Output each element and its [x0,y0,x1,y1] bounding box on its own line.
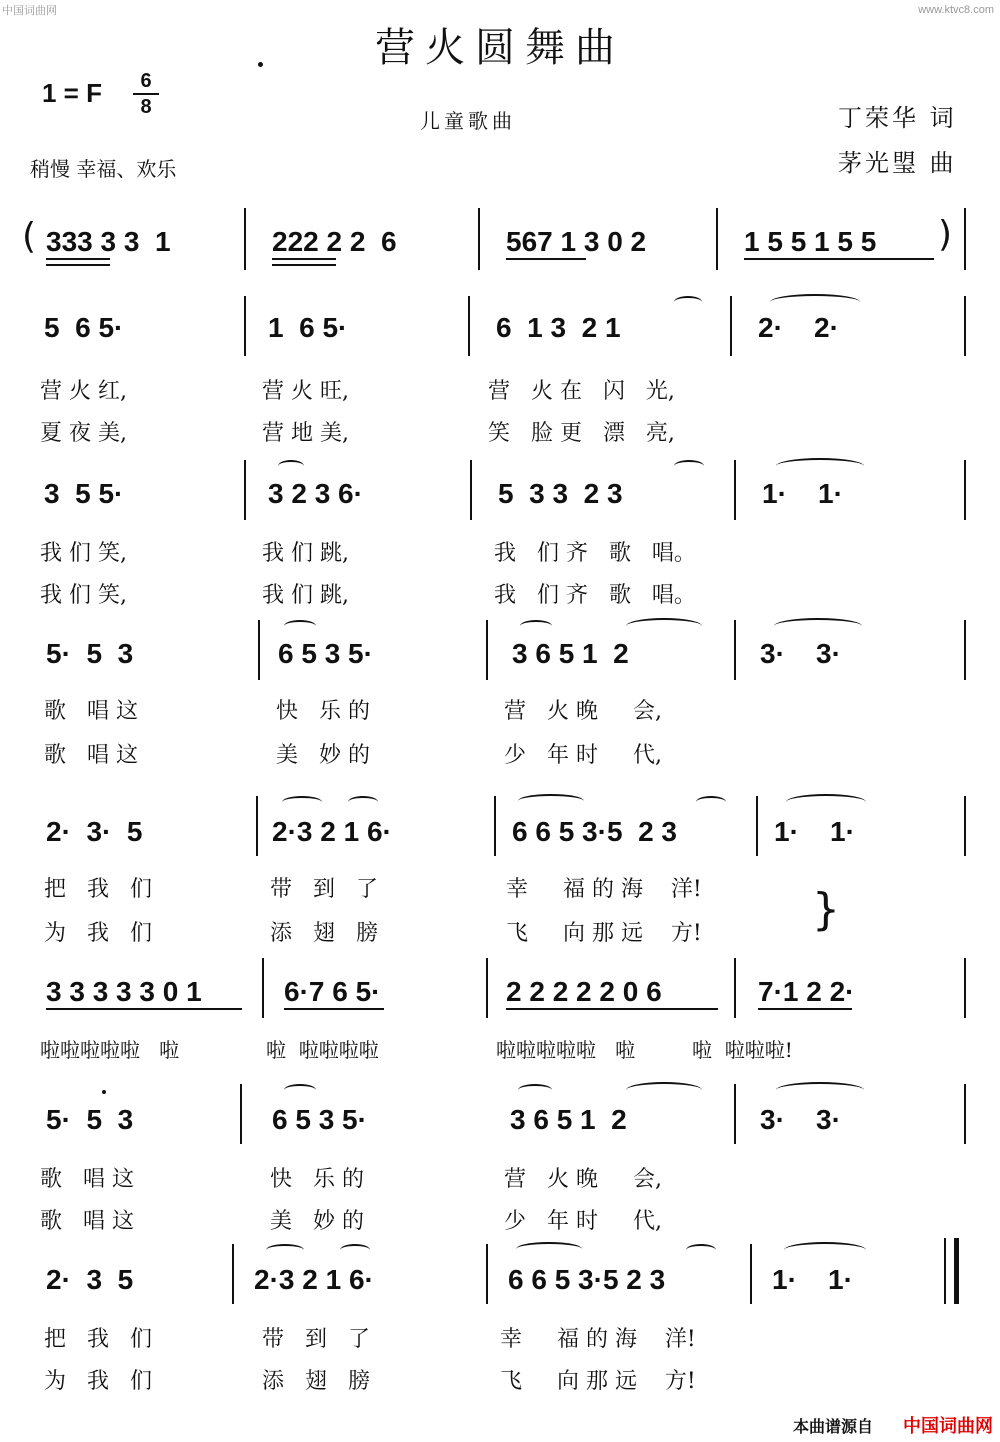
barline [750,1244,752,1304]
row5-lyrics-d: 啦 啦啦啦! [692,1038,793,1062]
slur [674,296,702,308]
row3-measure-3: 3 6 5 1 2 [512,638,629,669]
row1-lyrics1-b: 营 火 旺, [262,379,349,404]
row2-measure-1: 3 5 5· [44,478,124,509]
intro-close-paren: ) [938,214,953,255]
row3-lyrics2-c: 少 年 时 代, [504,743,662,768]
footer-source-label: 本曲谱源自 [793,1417,874,1436]
barline [262,958,264,1018]
row3-lyrics1-c: 营 火 晚 会, [504,699,662,724]
row3-measure-1: 5· 5 3 [46,638,134,669]
barline [756,796,758,856]
barline [964,208,966,270]
barline [232,1244,234,1304]
beam-underline [284,1008,384,1010]
row6-lyrics1-a: 歌 唱 这 [40,1167,134,1192]
beam-underline [506,258,586,260]
row6-measure-4: 3· 3· [760,1104,841,1135]
slur [340,1244,370,1256]
barline [734,958,736,1018]
song-title: 营火圆舞曲 [375,25,625,71]
slur [674,460,704,472]
song-subtitle: 儿童歌曲 [420,109,516,133]
row3-lyrics2-a: 歌 唱 这 [44,743,138,768]
row1-measure-3: 6 1 3 2 1 [496,312,621,343]
row1-lyrics1-a: 营 火 红, [40,379,127,404]
row6-lyrics2-c: 少 年 时 代, [504,1209,662,1234]
row4-measure-3: 6 6 5 3·5 2 3 [512,816,678,847]
row4-measure-4: 1· 1· [774,816,855,847]
composer-credit: 茅光琞 曲 [838,149,957,177]
row7-measure-4: 1· 1· [772,1264,853,1295]
key-signature: 1 = F [42,78,102,108]
row7-lyrics1-b: 带 到 了 [262,1327,370,1352]
tie [626,618,702,634]
row2-lyrics1-c: 我 们 齐 歌 唱。 [494,541,696,566]
row4-lyrics2-a: 为 我 们 [44,921,152,946]
time-signature [133,70,159,118]
intro-measure-3: 567 1 3 0 2 [506,226,647,257]
row6-lyrics1-c: 营 火 晚 会, [504,1167,662,1192]
row7-lyrics2-a: 为 我 们 [44,1369,152,1394]
barline [716,208,718,270]
row2-lyrics2-a: 我 们 笑, [40,583,127,608]
row6-lyrics2-b: 美 妙 的 [270,1209,364,1234]
barline [494,796,496,856]
row4-lyrics1-c: 幸 福 的 海 洋! [506,877,702,902]
beam-underline [46,258,110,260]
time-denominator: 8 [140,96,152,118]
row5-measure-4: 7·1 2 2· [758,976,855,1007]
beam-underline [46,1008,242,1010]
stray-dot [102,1090,106,1094]
row7-measure-1: 2· 3 5 [46,1264,134,1295]
slur [516,1242,582,1256]
row1-lyrics2-a: 夏 夜 美, [40,421,127,446]
watermark-left: 中国词曲网 [2,4,57,17]
row4-lyrics1-b: 带 到 了 [270,877,378,902]
barline [964,620,966,680]
slur [284,1084,316,1096]
barline [470,460,472,520]
intro-open-paren: ( [22,216,37,257]
barline [244,296,246,356]
barline [964,460,966,520]
row7-lyrics1-a: 把 我 们 [44,1327,152,1352]
slur [696,796,726,808]
beam-underline [46,264,110,266]
barline [468,296,470,356]
barline [734,460,736,520]
row1-lyrics1-c: 营 火 在 闪 光, [488,379,675,404]
tempo-marking: 稍慢 幸福、欢乐 [30,157,177,181]
row4-lyrics1-a: 把 我 们 [44,877,152,902]
row4-measure-2: 2·3 2 1 6· [272,816,392,847]
row6-measure-1: 5· 5 3 [46,1104,134,1135]
row5-lyrics-a: 啦啦啦啦啦 啦 [40,1038,180,1062]
tie [626,1082,702,1098]
slur [284,620,316,632]
row3-measure-4: 3· 3· [760,638,841,669]
row1-measure-2: 1 6 5· [268,312,348,343]
row6-lyrics2-a: 歌 唱 这 [40,1209,134,1234]
time-numerator: 6 [140,70,152,92]
barline [734,1084,736,1144]
beam-underline [506,1008,718,1010]
slur [520,620,552,632]
barline [486,958,488,1018]
intro-measure-1: 333 3 3 1 [46,226,171,257]
watermark-right: www.ktvc8.com [918,4,994,16]
slur [518,1084,552,1096]
row2-lyrics2-c: 我 们 齐 歌 唱。 [494,583,696,608]
beam-underline [272,264,336,266]
row2-measure-4: 1· 1· [762,478,843,509]
row2-measure-3: 5 3 3 2 3 [498,478,623,509]
fraction-line [133,93,159,95]
barline [256,796,258,856]
barline [730,296,732,356]
row4-lyrics2-b: 添 翅 膀 [270,921,378,946]
slur [282,796,322,808]
tie [770,294,860,310]
row5-lyrics-c: 啦啦啦啦啦 啦 [496,1038,636,1062]
barline [486,620,488,680]
row7-lyrics2-b: 添 翅 膀 [262,1369,370,1394]
row7-lyrics1-c: 幸 福 的 海 洋! [500,1327,696,1352]
tie [774,618,862,634]
footer-source-site: 中国词曲网 [903,1416,993,1437]
row1-lyrics2-c: 笑 脸 更 漂 亮, [488,421,675,446]
row1-lyrics2-b: 营 地 美, [262,421,349,446]
row1-measure-4: 2· 2· [758,312,839,343]
barline [734,620,736,680]
row1-measure-1: 5 6 5· [44,312,124,343]
row7-lyrics2-c: 飞 向 那 远 方! [500,1369,696,1394]
beam-underline [758,1008,852,1010]
lyricist-credit: 丁荣华 词 [838,104,957,132]
row4-lyrics2-c: 飞 向 那 远 方! [506,921,702,946]
tie [776,458,864,474]
row3-lyrics1-b: 快 乐 的 [276,699,370,724]
slur [278,460,304,472]
verse-brace: } [812,884,840,935]
barline [258,620,260,680]
intro-measure-2: 222 2 2 6 [272,226,397,257]
row7-measure-3: 6 6 5 3·5 2 3 [508,1264,666,1295]
row5-measure-1: 3 3 3 3 3 0 1 [46,976,202,1007]
beam-underline [272,258,336,260]
barline [244,208,246,270]
barline [244,460,246,520]
barline [964,796,966,856]
slur [266,1244,304,1256]
row2-lyrics1-b: 我 们 跳, [262,541,349,566]
barline [964,1084,966,1144]
barline [478,208,480,270]
row5-measure-2: 6·7 6 5· [284,976,381,1007]
barline [240,1084,242,1144]
row7-measure-2: 2·3 2 1 6· [254,1264,374,1295]
row3-measure-2: 6 5 3 5· [278,638,373,669]
row6-measure-2: 6 5 3 5· [272,1104,367,1135]
beam-underline [744,258,934,260]
barline [486,1244,488,1304]
row5-lyrics-b: 啦 啦啦啦啦 [266,1038,379,1062]
row2-measure-2: 3 2 3 6· [268,478,363,509]
final-barline-thin [944,1238,946,1304]
slur [518,794,584,808]
row6-measure-3: 3 6 5 1 2 [510,1104,627,1135]
final-barline-thick [954,1238,959,1304]
barline [964,296,966,356]
row3-lyrics1-a: 歌 唱 这 [44,699,138,724]
slur [686,1244,716,1256]
tie [784,1242,866,1258]
row6-lyrics1-b: 快 乐 的 [270,1167,364,1192]
row2-lyrics1-a: 我 们 笑, [40,541,127,566]
row2-lyrics2-b: 我 们 跳, [262,583,349,608]
barline [964,958,966,1018]
intro-measure-4: 1 5 5 1 5 5 [744,226,877,257]
tie [776,1082,864,1098]
row5-measure-3: 2 2 2 2 2 0 6 [506,976,662,1007]
tie [786,794,866,810]
slur [348,796,378,808]
row4-measure-1: 2· 3· 5 [46,816,143,847]
row3-lyrics2-b: 美 妙 的 [276,743,370,768]
